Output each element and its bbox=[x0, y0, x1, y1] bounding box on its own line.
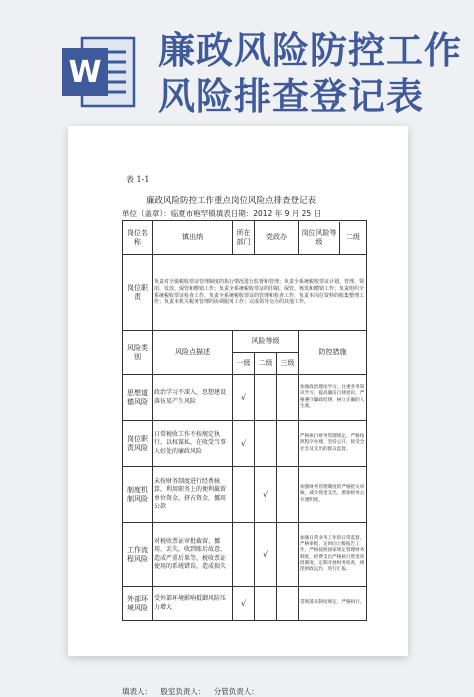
risk-measures: 贯彻落实制度规定，严格执行。 bbox=[299, 587, 367, 621]
post-name-value: 镇出纳 bbox=[153, 221, 233, 255]
document-page bbox=[68, 126, 408, 696]
col-header-level3: 三级 bbox=[277, 353, 299, 375]
table-row bbox=[123, 587, 367, 621]
risk-level3-check bbox=[277, 467, 299, 523]
risk-description: 对税收票证审批截留、挪用、丢失，收到账后故意、造成严重后果等，税收票证使用的系统错误，造成损失 bbox=[153, 523, 233, 587]
risk-description: 政治学习不深入，思想建设落伍易产生风险 bbox=[153, 375, 233, 421]
risk-measures: 加强政治理论学习，注重业务知识学习，提高廉洁自律意识，严格遵守廉政纪律，树立正确的人生观。 bbox=[299, 375, 367, 421]
table-row bbox=[123, 421, 367, 467]
banner-title-line2: 风险排查登记表 bbox=[158, 75, 424, 118]
table-row bbox=[123, 221, 367, 255]
risk-description: 日常税收工作不按规定执行，以权谋私，在收受当事人好处的廉政风险 bbox=[153, 421, 233, 467]
risk-category: 制度机制风险 bbox=[123, 467, 153, 523]
risk-level1-check: √ bbox=[233, 421, 255, 467]
table-row bbox=[123, 255, 367, 331]
filler-label: 填表人： bbox=[122, 687, 152, 696]
banner-title-line1: 廉政风险防控工作 bbox=[158, 29, 462, 72]
risk-level3-check bbox=[277, 523, 299, 587]
post-name-label: 岗位名称 bbox=[123, 221, 153, 255]
table-row bbox=[123, 467, 367, 523]
unit-date-line: 单位（盖章）：临夏市枹罕镇填表日期：2012 年 9 月 25 日 bbox=[122, 209, 322, 218]
risk-measures: 严格执行财务管理规定，严格按照程序办理，坚持公开，接受全社会及支出的群众监督。 bbox=[299, 421, 367, 467]
logo-letter: W bbox=[68, 55, 102, 90]
table-number: 表 1-1 bbox=[126, 175, 150, 184]
risk-description: 未按财务制度进行经费核算，利用职务上的便利截留单位资金，挤占资金，挪用公款 bbox=[153, 467, 233, 523]
risk-level-label: 岗位风险等级 bbox=[299, 222, 340, 254]
risk-level1-check: √ bbox=[233, 375, 255, 421]
department-label: 所在部门 bbox=[233, 221, 255, 255]
table-header-row bbox=[123, 331, 367, 353]
duties-text: 负责对全镇税收票证管理制度的执行情况进行监督和管理；负责全系统税收票证计划、管理、领用、发放、保管和缴销工作；负责全系统税收票证的印制、保管、核发和缴销工作；负责组织全系统税收票证检查工作，负责全系统税收票证的管理和检查工作，负责本岗位资料的收集整理工作；负责本机关税务管理的协调服务工作；完成领导交办的其他工作。 bbox=[153, 255, 367, 331]
signature-line bbox=[122, 686, 265, 697]
risk-level-value: 二级 bbox=[346, 233, 360, 242]
risk-level3-check bbox=[277, 587, 299, 621]
banner-title bbox=[158, 28, 462, 120]
risk-level3-check bbox=[277, 375, 299, 421]
risk-category: 工作流程风险 bbox=[123, 523, 153, 587]
col-header-category: 风险类别 bbox=[123, 331, 153, 375]
table-row bbox=[123, 375, 367, 421]
risk-level2-check bbox=[255, 421, 277, 467]
risk-level3-check bbox=[277, 421, 299, 467]
word-doc-icon bbox=[60, 32, 138, 112]
col-header-measures: 防控措施 bbox=[299, 331, 367, 375]
col-header-description: 风险点描述 bbox=[153, 331, 233, 375]
risk-level1-check: √ bbox=[233, 587, 255, 621]
table-row bbox=[123, 523, 367, 587]
risk-level2-check: √ bbox=[255, 467, 277, 523]
col-header-level1: 一级 bbox=[233, 353, 255, 375]
risk-table bbox=[122, 220, 367, 621]
risk-level2-check: √ bbox=[255, 523, 277, 587]
risk-level1-check bbox=[233, 467, 255, 523]
document-title: 廉政风险防控工作重点岗位风险点排查登记表 bbox=[146, 196, 317, 206]
leader-label: 分管负责人： bbox=[213, 687, 259, 696]
risk-category: 岗位职责风险 bbox=[123, 421, 153, 467]
banner bbox=[0, 0, 474, 140]
col-header-level-group: 风险等级 bbox=[233, 331, 299, 353]
risk-category: 思想道德风险 bbox=[123, 375, 153, 421]
risk-level2-check bbox=[255, 375, 277, 421]
risk-measures: 加强日常业务工作的日常监督，严格审批，定时向上级报告工作，严格按照国家规定管理财务制度，经费支出严格执行资金审批制度，定期开展财务检查，规范财政运作，进行汇报。 bbox=[299, 523, 367, 587]
risk-level2-check bbox=[255, 587, 277, 621]
duties-label: 岗位职责 bbox=[123, 255, 153, 331]
department-value: 党政办 bbox=[255, 221, 299, 255]
section-head-label: 股室负责人： bbox=[160, 687, 206, 696]
risk-description: 受外部环境影响抵御风险压力增大 bbox=[153, 587, 233, 621]
col-header-level2: 二级 bbox=[255, 353, 277, 375]
risk-level1-check bbox=[233, 523, 255, 587]
risk-category: 外部环境风险 bbox=[123, 587, 153, 621]
risk-measures: 加强财务管理制度的严格把关审核，减少现金支出，增加财务公开透明度。 bbox=[299, 467, 367, 523]
